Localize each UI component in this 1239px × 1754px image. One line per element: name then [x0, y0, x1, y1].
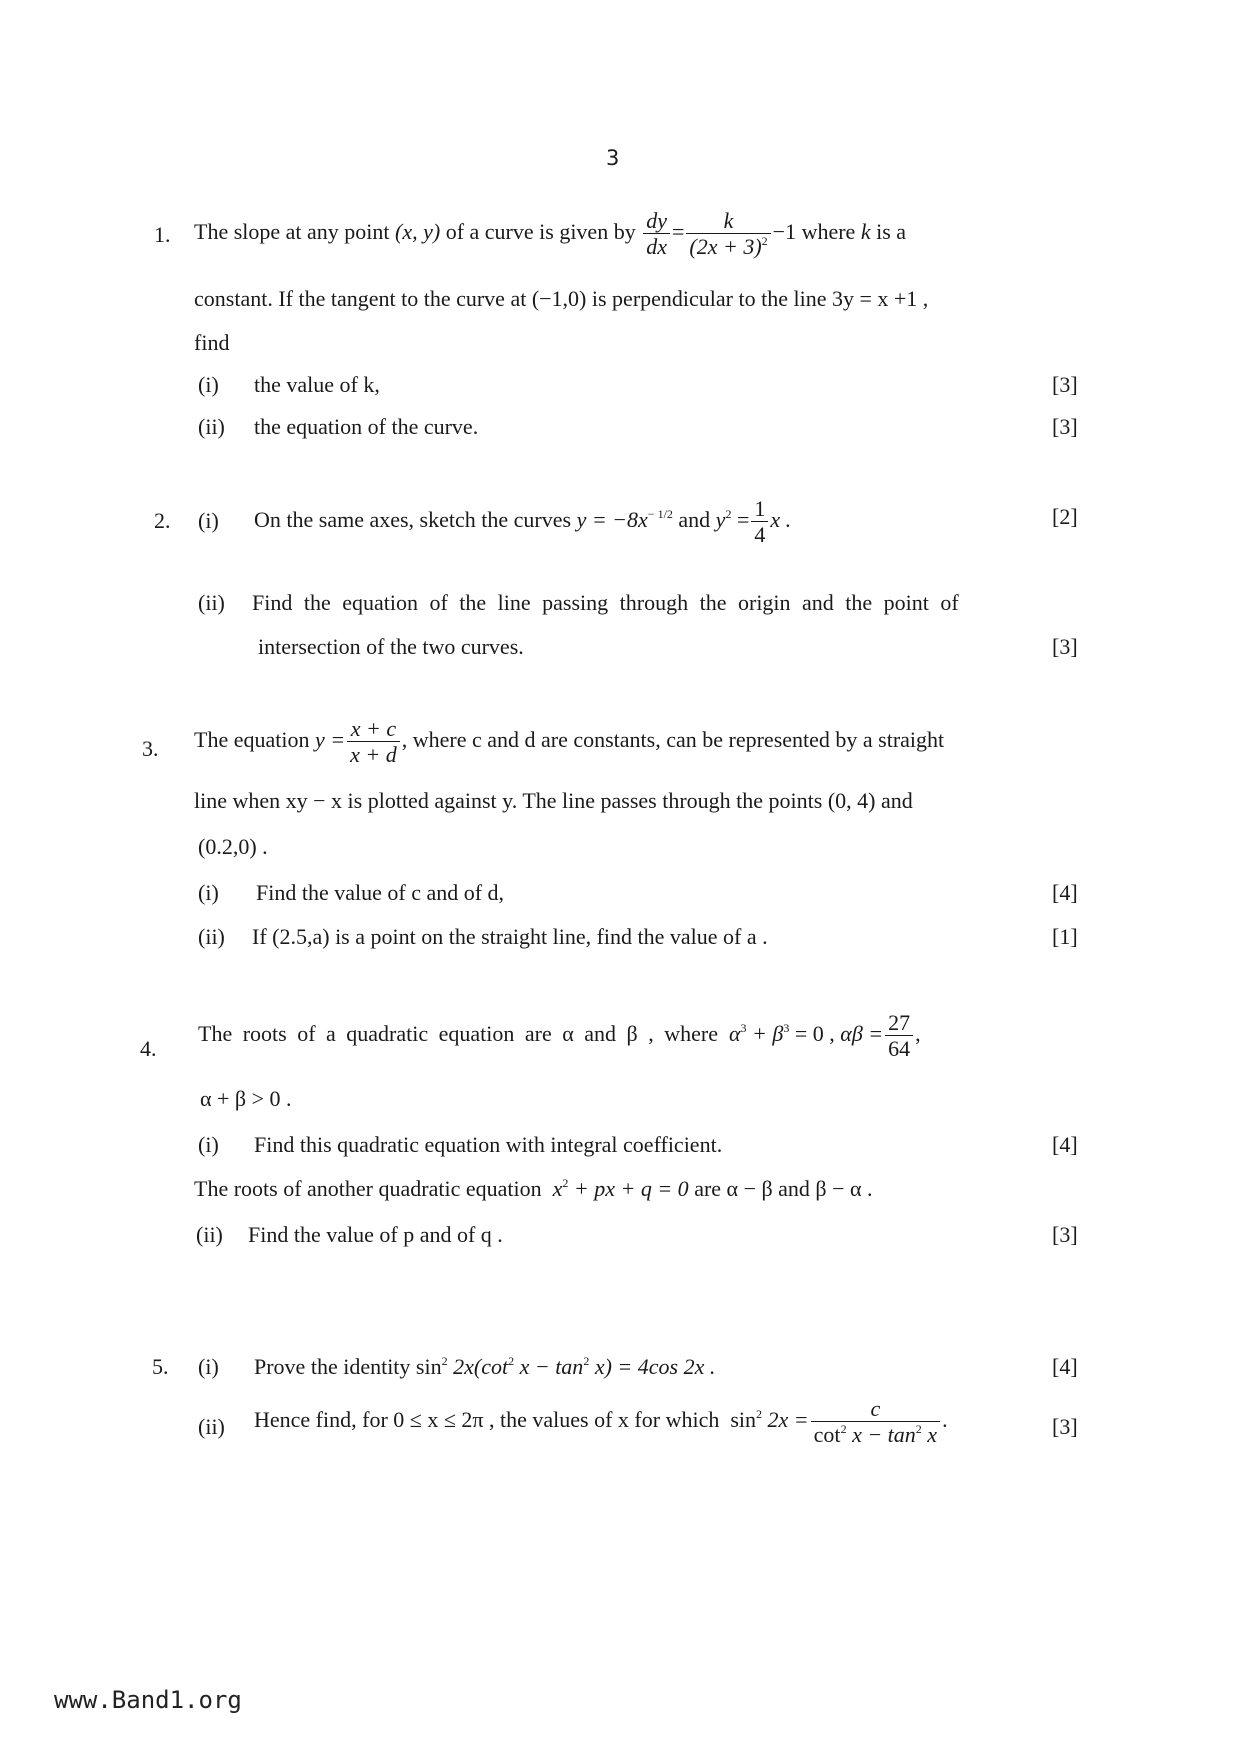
q3-text-b: , where c and d are constants, can be represented by a straight [401, 726, 945, 752]
q1-dx: dx [646, 234, 667, 260]
q5-ii-end: . [942, 1406, 948, 1432]
q1-k-fraction [686, 208, 770, 260]
q3-part-i-label: (i) [198, 880, 219, 905]
q5-den-exp-2: 2 [915, 1422, 922, 1437]
footer-url: www.Band1.org [54, 1686, 242, 1714]
q5-part-ii-label: (ii) [198, 1414, 225, 1439]
q5-den-cot: cot [813, 1422, 841, 1448]
q1-k-numerator: k [686, 208, 770, 234]
q1-k-denominator [686, 234, 770, 259]
q5-part-ii-marks: [3] [1052, 1414, 1078, 1439]
question-4-line-1 [198, 1010, 921, 1062]
question-4-number: 4. [140, 1036, 157, 1061]
q4-part-ii-text: Find the value of p and of q . [248, 1222, 503, 1247]
q3-part-i-marks: [4] [1052, 880, 1078, 905]
question-1-line-3: find [194, 330, 230, 355]
q4-mid-eq-rest: + px + q = 0 [573, 1176, 689, 1201]
q4-mid-a: The roots of another quadratic equation [194, 1176, 542, 1201]
q3-text-a: The equation [194, 726, 310, 752]
q4-cond-1-mid: + β [752, 1020, 784, 1046]
q2-equals: = [736, 506, 750, 532]
q2-curve-1-exp: − 1/2 [647, 506, 673, 521]
q2-part-ii-marks: [3] [1052, 634, 1078, 659]
q3-frac-num: x + c [347, 716, 400, 742]
question-3-line-2: line when xy − x is plotted against y. The line passes through the points (0, 4) and [194, 788, 913, 813]
q5-ii-frac-num: c [811, 1396, 940, 1422]
q2-part-ii-line-2: intersection of the two curves. [258, 634, 524, 659]
q3-part-ii-marks: [1] [1052, 924, 1078, 949]
q4-cond-2: αβ = [840, 1020, 884, 1046]
q5-ii-sin: sin [730, 1406, 757, 1432]
q1-text-d: is a [876, 218, 907, 244]
q4-part-i-text: Find this quadratic equation with integral coefficient. [254, 1132, 723, 1157]
q5-ii-sin-exp: 2 [756, 1406, 763, 1421]
q3-fraction [347, 716, 400, 768]
q4-middle-line [194, 1176, 873, 1202]
q4-mid-b: are α − β and β − α . [694, 1176, 873, 1201]
q5-part-ii-text [254, 1396, 948, 1448]
q5-den-exp-1: 2 [840, 1422, 847, 1437]
q2-curve-2: y [715, 506, 726, 532]
question-3-number: 3. [142, 736, 159, 761]
question-3-line-1 [194, 716, 944, 768]
q4-mid-eq: x [552, 1176, 563, 1201]
q4-part-ii-marks: [3] [1052, 1222, 1078, 1247]
q4-cond-1: α [728, 1020, 741, 1046]
q4-frac-num: 27 [885, 1010, 913, 1036]
q5-part-i-marks: [4] [1052, 1354, 1078, 1379]
q5-den-x: x [927, 1422, 938, 1448]
q2-curve-2-exp: 2 [725, 506, 732, 521]
q3-frac-den: x + d [350, 742, 397, 768]
q5-i-text-a: Prove the identity [254, 1354, 411, 1379]
q2-fraction [751, 496, 768, 548]
q4-comma: , [915, 1020, 921, 1046]
q2-and: and [678, 506, 711, 532]
q5-ii-fraction [811, 1396, 940, 1448]
q2-part-i-text [254, 496, 791, 548]
q3-y-eq: y = [314, 726, 346, 752]
q1-dy: dy [643, 208, 670, 234]
q4-mid-exp: 2 [562, 1176, 569, 1190]
q1-part-i-marks: [3] [1052, 372, 1078, 397]
q1-minus-one: −1 [772, 218, 797, 244]
q1-text-a: The slope at any point [194, 218, 390, 244]
q2-text-a: On the same axes, sketch the curves [254, 506, 572, 532]
q4-part-ii-label: (ii) [196, 1222, 223, 1247]
q5-ii-mid: 2x = [767, 1406, 809, 1432]
q3-part-ii-label: (ii) [198, 924, 225, 949]
q1-text-c: where [801, 218, 856, 244]
q5-i-mid: 2x(cot [453, 1354, 509, 1379]
q1-part-ii-marks: [3] [1052, 414, 1078, 439]
q2-part-ii-label: (ii) [198, 590, 225, 615]
q5-i-tan-exp: 2 [583, 1354, 590, 1368]
q5-i-mid-2: x − tan [519, 1354, 584, 1379]
q5-part-i-label: (i) [198, 1354, 219, 1379]
question-3-line-3: (0.2,0) . [198, 834, 268, 859]
q1-part-ii-label: (ii) [198, 414, 225, 439]
q5-ii-text-a: Hence find, for 0 ≤ x ≤ 2π , the values of x for which [254, 1406, 720, 1432]
q1-k: k [860, 218, 871, 244]
page-number: 3 [606, 146, 620, 170]
question-1-line-1 [194, 208, 906, 260]
q4-text-a: The roots of a quadratic equation are α and β , where [198, 1020, 718, 1046]
q4-cond-1-exp-2: 3 [783, 1020, 790, 1035]
q1-derivative [643, 208, 670, 260]
q2-frac-num: 1 [751, 496, 768, 522]
q4-part-i-label: (i) [198, 1132, 219, 1157]
q4-part-i-marks: [4] [1052, 1132, 1078, 1157]
q1-k-den-exp: 2 [761, 234, 768, 249]
q2-frac-den: 4 [754, 522, 766, 548]
q2-curve-1: y = −8x [576, 506, 648, 532]
q1-equals: = [671, 218, 685, 244]
q2-part-i-label: (i) [198, 508, 219, 533]
q4-cond-1-exp-1: 3 [740, 1020, 747, 1035]
q2-part-ii-line-1: Find the equation of the line passing through the origin and the point of [252, 590, 959, 615]
q5-den-tan: x − tan [852, 1422, 916, 1448]
question-4-line-2: α + β > 0 . [200, 1086, 292, 1111]
q1-part-i-label: (i) [198, 372, 219, 397]
q2-tail: x . [770, 506, 792, 532]
q1-k-den-base: (2x + 3) [689, 234, 762, 260]
question-2-number: 2. [154, 508, 171, 533]
q5-i-end: x) = 4cos 2x . [594, 1354, 716, 1379]
q2-part-i-marks: [2] [1052, 504, 1078, 529]
q5-i-sin: sin [415, 1354, 442, 1379]
question-1-line-2: constant. If the tangent to the curve at (−1,0) is perpendicular to the line 3y = x +1 , [194, 286, 929, 311]
q4-cond-1-end: = 0 , [794, 1020, 835, 1046]
q5-part-i-text [254, 1354, 715, 1380]
q1-part-ii-text: the equation of the curve. [254, 414, 479, 439]
q3-part-i-text: Find the value of c and of d, [256, 880, 505, 905]
q5-ii-frac-den [811, 1422, 940, 1447]
q4-fraction [885, 1010, 913, 1062]
question-1-number: 1. [154, 222, 171, 247]
q3-part-ii-text: If (2.5,a) is a point on the straight line, find the value of a . [252, 924, 768, 949]
question-5-number: 5. [152, 1354, 169, 1379]
q5-i-cot-exp: 2 [508, 1354, 515, 1368]
q5-i-sin-exp: 2 [441, 1354, 448, 1368]
q1-point: (x, y) [395, 218, 441, 244]
q1-text-b: of a curve is given by [445, 218, 636, 244]
q1-part-i-text: the value of k, [254, 372, 380, 397]
q4-frac-den: 64 [888, 1036, 911, 1062]
